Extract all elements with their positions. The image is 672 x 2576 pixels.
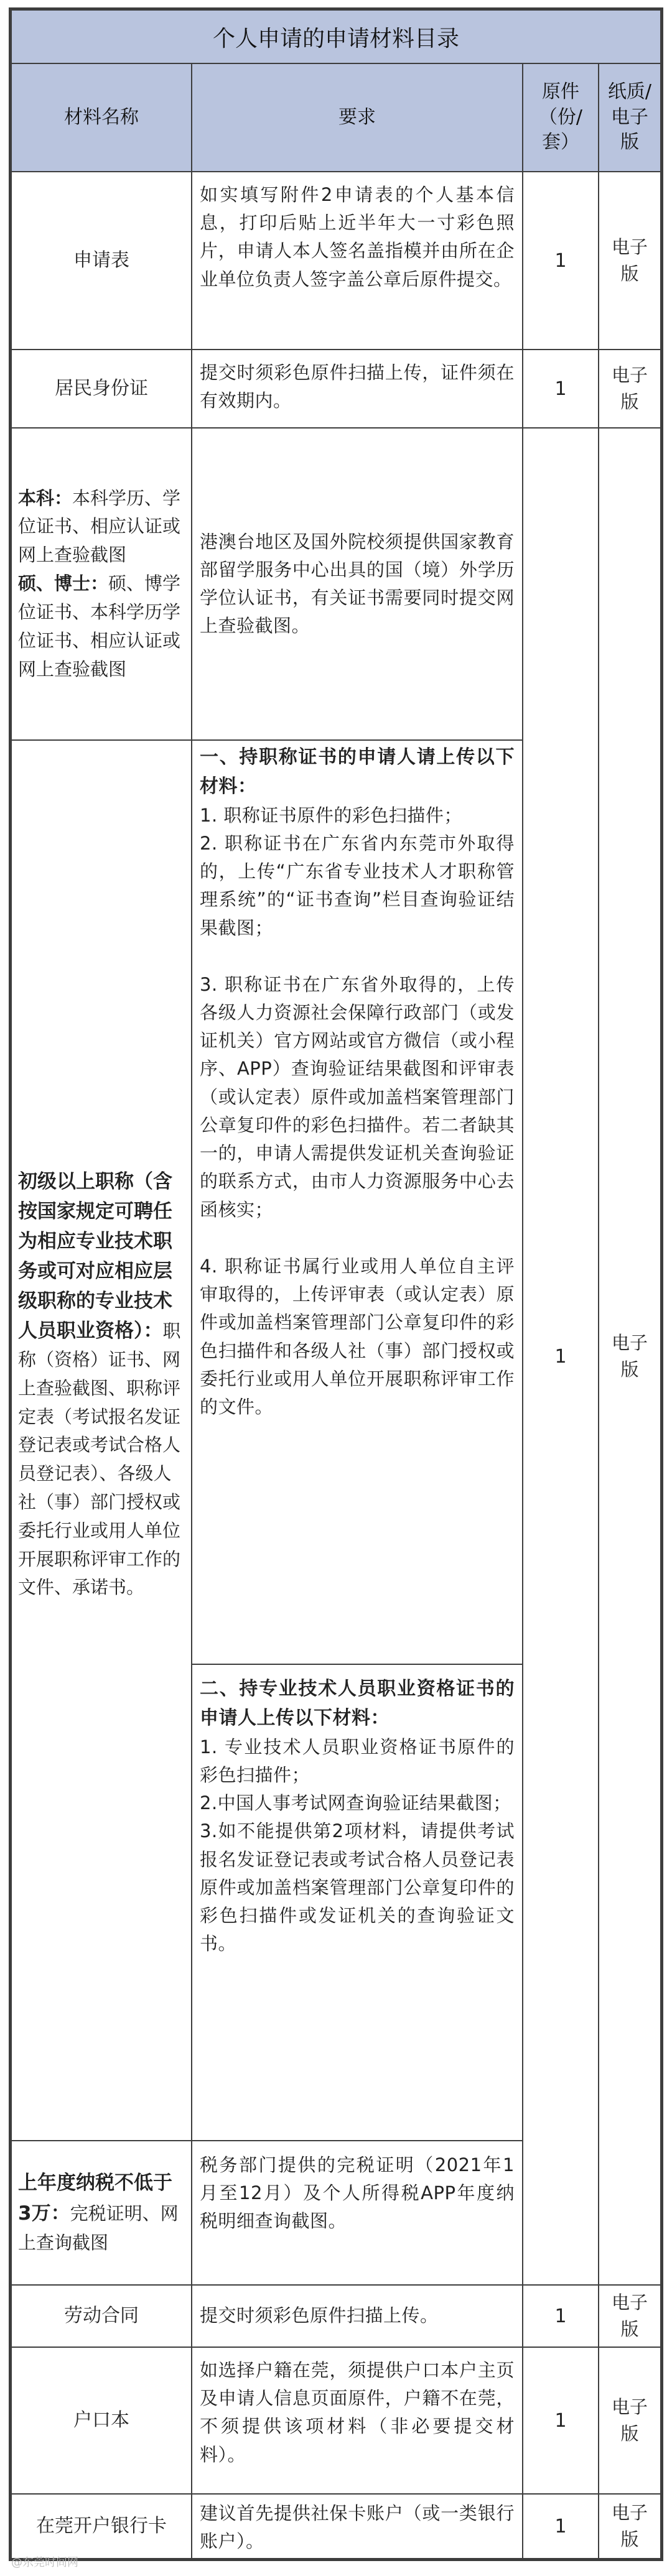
title-part1-item1: 1. 职称证书原件的彩色扫描件； — [200, 804, 462, 826]
row-labor-name: 劳动合同 — [11, 2284, 192, 2348]
title-part2-heading: 二、持专业技术人员职业资格证书的申请人上传以下材料： — [200, 1678, 515, 1729]
title-name-text: 职称（资格）证书、网上查验截图、职称评定表（考试报名发证登记表或考试合格人员登记表）、各级人社（事）部门授权或委托行业或用人单位开展职称评审工作的文件、承诺书。 — [18, 1320, 181, 1598]
row-labor-original: 1 — [522, 2284, 599, 2348]
table-title: 个人申请的申请材料目录 — [11, 9, 661, 64]
header-original-count: 原件（份/套） — [522, 63, 599, 172]
title-part1-item4: 4. 职称证书属行业或用人单位自主评审取得的，上传评审表（或认定表）原件或加盖档案管理部门公章复印件的彩色扫描件和各级人社（事）部门授权或委托行业或用人单位开展职称评审工作的文件。 — [200, 1255, 515, 1418]
materials-table — [9, 7, 663, 2561]
header-format: 纸质/电子版 — [598, 63, 661, 172]
title-part1 — [200, 743, 515, 1421]
row-id-original: 1 — [522, 349, 599, 429]
title-part1-heading: 一、持职称证书的申请人请上传以下材料： — [200, 746, 515, 797]
degree-bachelor-label: 本科： — [18, 487, 73, 509]
row-labor-format: 电子版 — [598, 2284, 661, 2348]
row-id-requirement: 提交时须彩色原件扫描上传，证件须在有效期内。 — [191, 349, 523, 429]
row-hukou-format: 电子版 — [598, 2347, 661, 2495]
row-tax-requirement: 税务部门提供的完税证明（2021年1月至12月）及个人所得税APP年度纳税明细查询截图。 — [191, 2140, 523, 2286]
row-bank-requirement: 建议首先提供社保卡账户（或一类银行账户）。 — [191, 2493, 523, 2559]
degree-bachelor-text: 本科学历、学位证书、相应认证或网上查验截图 — [18, 487, 181, 566]
row-labor-requirement — [191, 2284, 523, 2348]
row-title-name — [11, 739, 192, 2141]
labor-requirement-text: 提交时须彩色原件扫描上传。 — [200, 2305, 439, 2327]
title-part1-item3: 3. 职称证书在广东省外取得的，上传各级人力资源社会保障行政部门（或发证机关）官方网站或官方微信（或小程序、APP）查询验证结果截图和评审表（或认定表）原件或加盖档案管理部门公章复印件的彩色扫描件。若二者缺其一的，申请人需提供发证机关查询验证的联系方式，由市人力资源服务中心去函核实； — [200, 973, 515, 1220]
degree-master-text: 硕、博学位证书、本科学历学位证书、相应认证或网上查验截图 — [18, 573, 181, 680]
title-part2-item3: 3.如不能提供第2项材料，请提供考试报名发证登记表或考试合格人员登记表原件或加盖档案管理部门公章复印件的彩色扫描件或发证机关的查询验证文书。 — [200, 1820, 515, 1955]
row-tax-name — [11, 2140, 192, 2286]
degree-master-label: 硕、博士： — [18, 573, 109, 595]
row-apply-format: 电子版 — [598, 171, 661, 350]
degree-requirement-text: 港澳台地区及国外院校须提供国家教育部留学服务中心出具的国（境）外学历学位认证书，有关证书需要同时提交网上查验截图。 — [200, 530, 515, 637]
tax-name-bold: 上年度纳税不低于3万： — [18, 2172, 172, 2225]
title-part2-item2: 2.中国人事考试网查询验证结果截图； — [200, 1792, 511, 1814]
row-hukou-requirement: 如选择户籍在莞，须提供户口本户主页及申请人信息页面原件，户籍不在莞，不须提供该项材料（非必要提交材料）。 — [191, 2347, 523, 2495]
row-id-name: 居民身份证 — [11, 349, 192, 429]
row-degree-requirement — [191, 427, 523, 741]
header-material-name: 材料名称 — [11, 63, 192, 172]
row-hukou-original: 1 — [522, 2347, 599, 2495]
header-requirement: 要求 — [191, 63, 523, 172]
watermark: @东莞时间网 — [11, 2556, 78, 2569]
title-part2-item1: 1. 专业技术人员职业资格证书原件的彩色扫描件； — [200, 1736, 515, 1786]
title-part-divider — [192, 1664, 522, 1665]
row-bank-name: 在莞开户银行卡 — [11, 2493, 192, 2559]
title-part2 — [200, 1675, 515, 1958]
row-apply-name: 申请表 — [11, 171, 192, 350]
tax-name-text: 完税证明、网上查询截图 — [18, 2203, 179, 2254]
title-part1-item2: 2. 职称证书在广东省内东莞市外取得的，上传“广东省专业技术人才职称管理系统”的“证书查询”栏目查询验证结果截图； — [200, 832, 515, 938]
row-hukou-name: 户口本 — [11, 2347, 192, 2495]
row-title-original: 1 — [522, 427, 599, 2286]
row-bank-format: 电子版 — [598, 2493, 661, 2559]
title-name-bold: 初级以上职称（含按国家规定可聘任为相应专业技术职务或可对应相应层级职称的专业技术人员职业资格）： — [18, 1170, 172, 1342]
row-apply-original: 1 — [522, 171, 599, 350]
row-degree-name — [11, 427, 192, 741]
row-bank-original: 1 — [522, 2493, 599, 2559]
row-title-format: 电子版 — [598, 427, 661, 2286]
row-apply-requirement: 如实填写附件2申请表的个人基本信息，打印后贴上近半年大一寸彩色照片，申请人本人签名盖指模并由所在企业单位负责人签字盖公章后原件提交。 — [191, 171, 523, 350]
row-id-format: 电子版 — [598, 349, 661, 429]
row-title-requirement — [191, 739, 523, 2141]
